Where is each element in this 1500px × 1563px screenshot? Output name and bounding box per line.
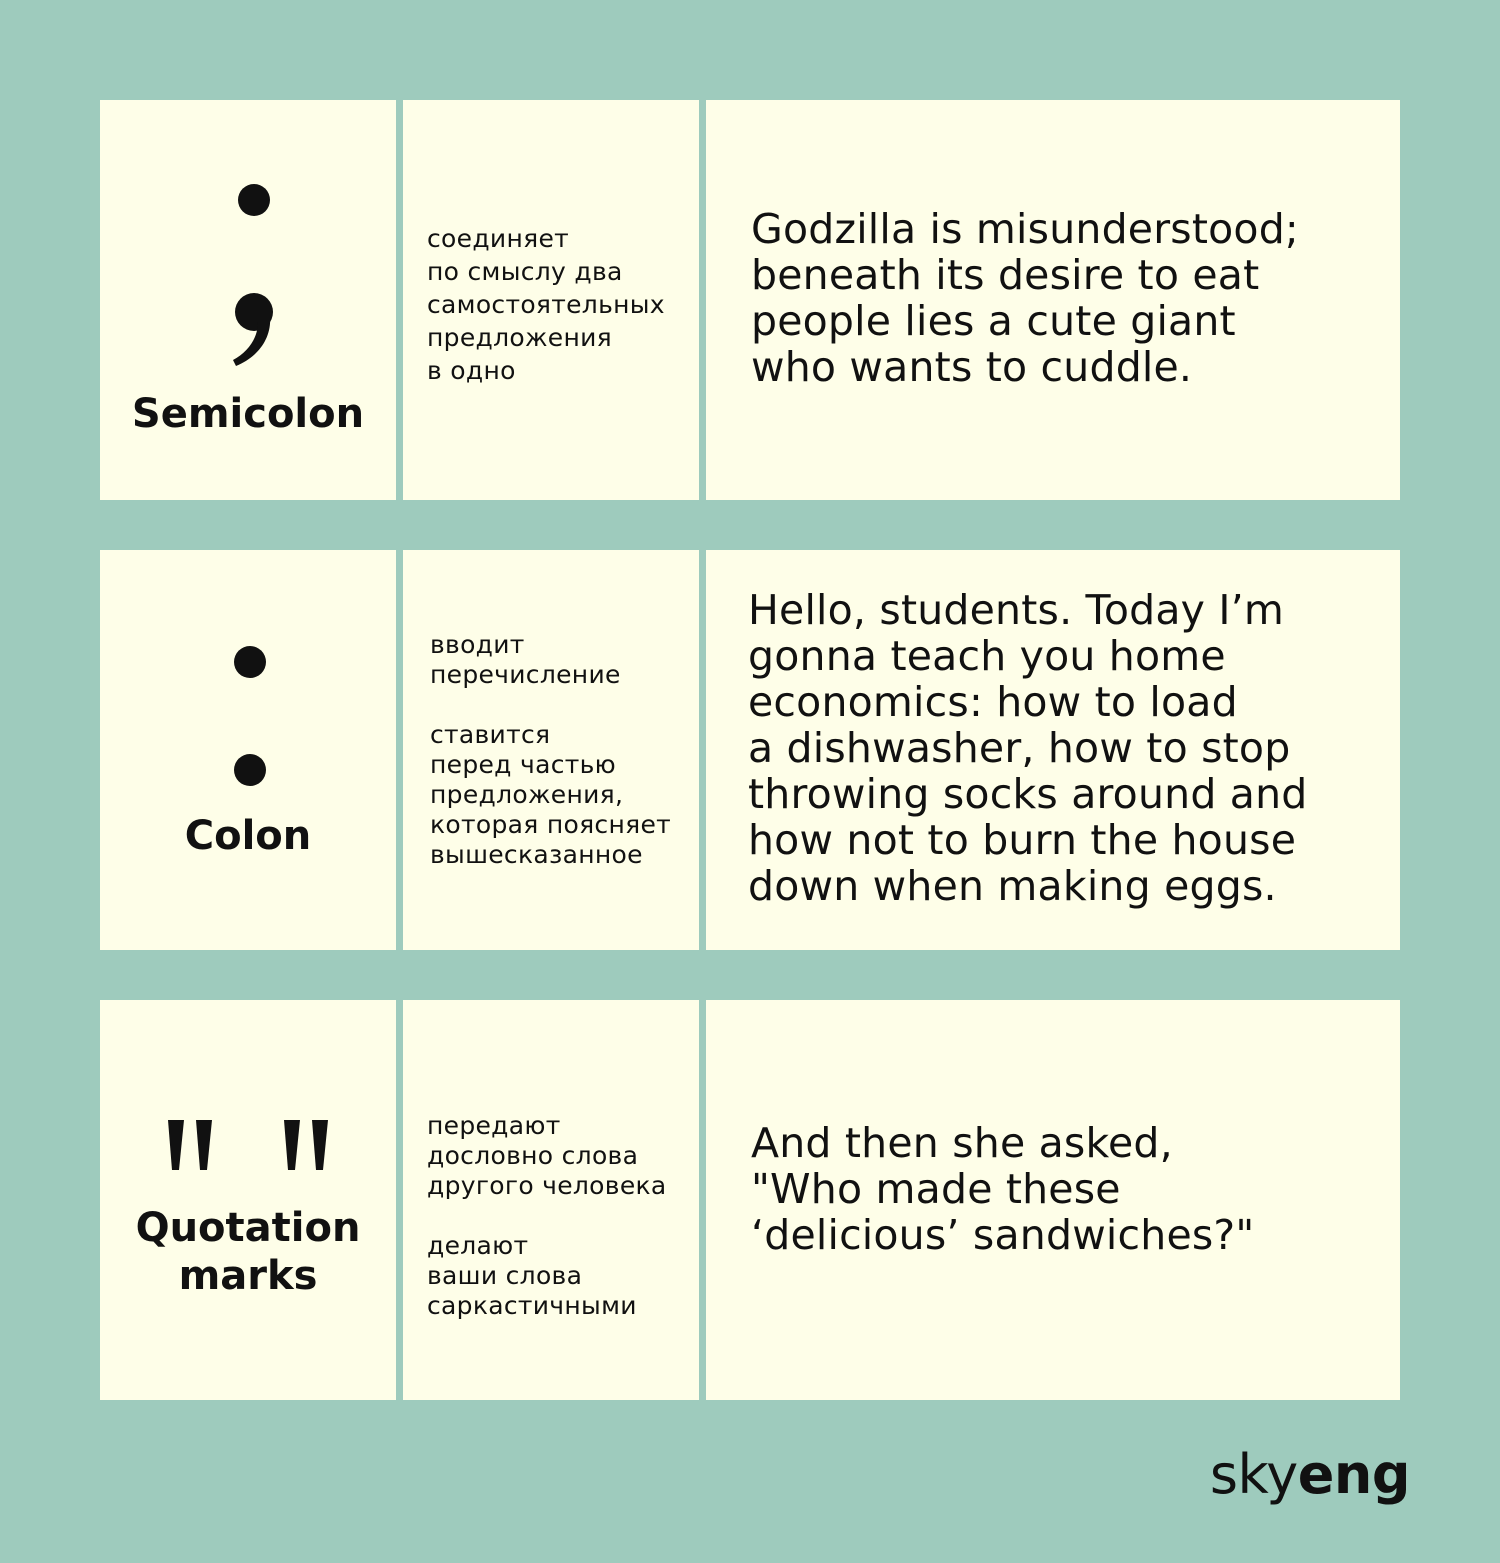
quotation-marks-symbol [160,1118,340,1174]
quotation-marks-row [100,1000,1400,1400]
description-cell [403,1000,699,1400]
semicolon-row [100,100,1400,500]
description-cell [403,100,699,500]
symbol-cell [100,100,396,500]
colon-row [100,550,1400,950]
description-text: делают ваши слова саркастичными [427,1231,637,1320]
example-text: Hello, students. Today I’m gonna teach you home economics: how to load a dishwasher, how to stop throwing socks around and how not to burn the house down when making eggs. [748,586,1308,910]
example-text: Godzilla is misunderstood; beneath its desire to eat people lies a cute giant who wants to cuddle. [751,205,1299,391]
symbol-cell [100,550,396,950]
symbol-cell [100,1000,396,1400]
skyeng-logo [1200,1440,1410,1510]
logo-bold: eng [1297,1443,1410,1506]
logo-light: sky [1209,1443,1298,1506]
punctuation-name: Colon [184,813,312,859]
description-cell [403,550,699,950]
colon-symbol [100,550,396,810]
example-cell [706,1000,1400,1400]
punctuation-name: Quotation marks [135,1205,361,1299]
example-cell [706,100,1400,500]
description-text: вводит перечисление [430,630,621,689]
description-text: передают дословно слова другого человека [427,1111,667,1200]
description-text: ставится перед частью предложения, которая поясняет вышесказанное [430,720,671,869]
punctuation-name: Semicolon [131,391,365,437]
semicolon-symbol [100,100,396,380]
example-text: And then she asked, "Who made these ‘delicious’ sandwiches?" [751,1119,1255,1259]
description-text: соединяет по смыслу два самостоятельных предложения в одно [427,224,665,385]
example-cell [706,550,1400,950]
